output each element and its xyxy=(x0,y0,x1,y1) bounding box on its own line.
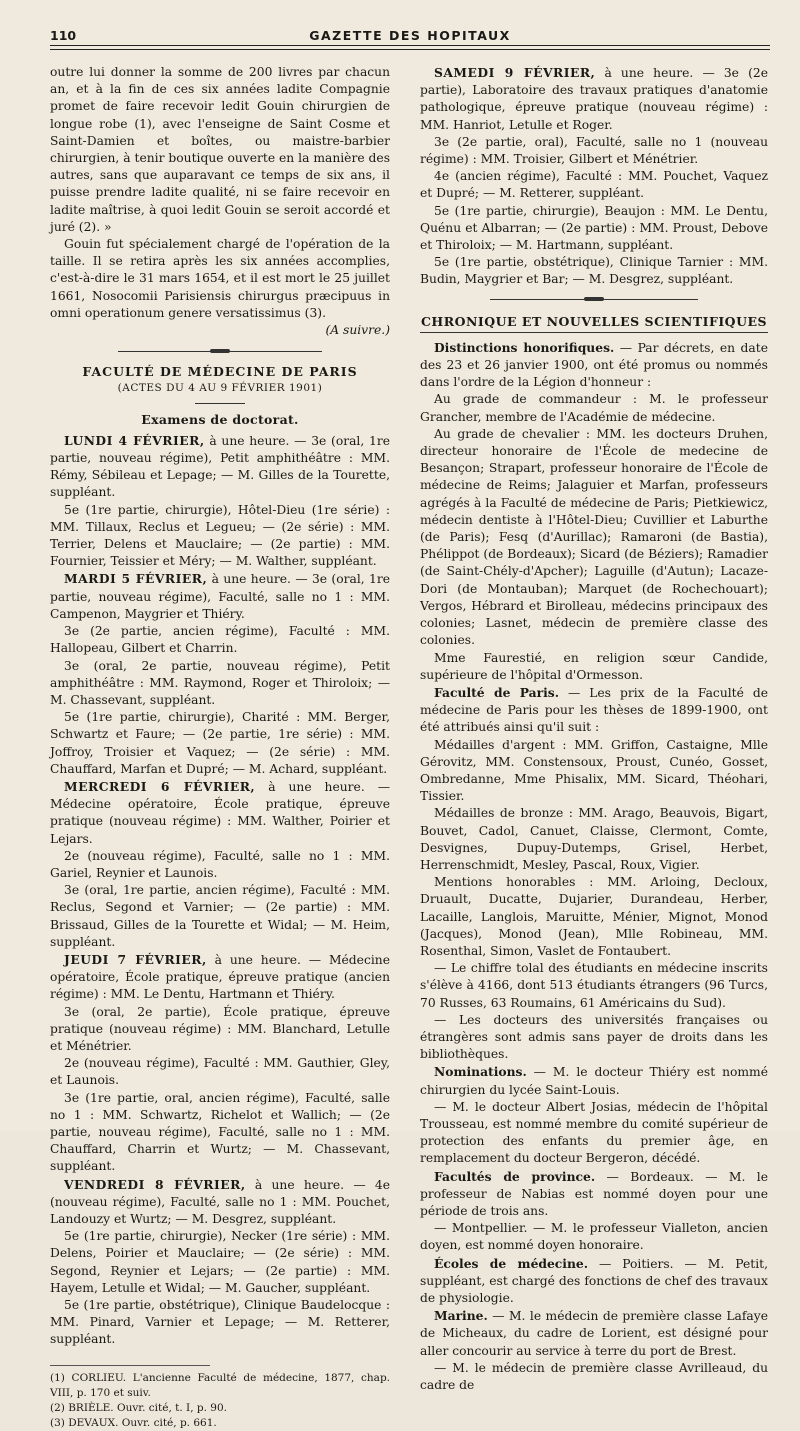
ecoles-1: Écoles de médecine. — Poitiers. — M. Petit, suppléant, est chargé des fonctions de chef des travaux de physiologie. xyxy=(420,1255,768,1306)
entry-samedi-2: 3e (2e partie, oral), Faculté, salle no 1 (nouveau régime) : MM. Troisier, Gilbert et Ménétrier. xyxy=(420,134,768,167)
exam-title: Examens de doctorat. xyxy=(141,411,299,427)
medailles-argent: Médailles d'argent : MM. Griffon, Castaigne, Mlle Gérovitz, MM. Constensoux, Proust, Cunéo, Gosset, Ombredanne, Mme Phisalix, MM. Sicard, Théohari, Tissier. xyxy=(420,737,768,804)
docteurs-bibliotheques: — Les docteurs des universités françaises ou étrangères sont admis sans payer de droits dans les bibliothèques. xyxy=(420,1012,768,1062)
medailles-bronze: Médailles de bronze : MM. Arago, Beauvois, Bigart, Bouvet, Cadol, Canuet, Claisse, Clermont, Comte, Desvignes, Dupuy-Dutemps, Grisel, Herbet, Herrenschmidt, Mesley, Pascal, Roux, Vigier. xyxy=(420,806,768,872)
intro-paragraph: outre lui donner la somme de 200 livres par chacun an, et à la fin de ces six années ladite Compagnie promet de faire recevoir ledit Gouin chirurgien de longue robe (1), avec l'enseigne de Saint Cosme et Saint-Damien et boîtes, ou maistre-barbier chirurgien, à tenir boutique ouverte en la manière des autres, sans que auparavant ce temps de six ans, il puisse prendre ladite qualité, ni se faire recevoir en ladite maîtrise, à quoi ledit Gouin se seroit accordé et juré (2). » xyxy=(50,65,390,234)
nominations-2: — M. le docteur Albert Josias, médecin de l'hôpital Trousseau, est nommé membre du comité supérieur de protection des enfants du premier âge, en remplacement du docteur Bergeron, décédé. xyxy=(420,1099,768,1166)
faculty-title: FACULTÉ DE MÉDECINE DE PARIS xyxy=(82,364,358,380)
entry-samedi-1: SAMEDI 9 FÉVRIER, à une heure. — 3e (2e partie), Laboratoire des travaux pratiques d'anatomie pathologique, épreuve pratique (nouveau régime) : MM. Hanriot, Letulle et Roger. xyxy=(420,65,768,132)
entry-jeudi-3: 2e (nouveau régime), Faculté : MM. Gauthier, Gley, et Launois. xyxy=(50,1056,390,1088)
section-separator xyxy=(420,293,768,307)
page-number: 110 xyxy=(50,28,77,43)
entry-mardi-2: 3e (2e partie, ancien régime), Faculté : MM. Hallopeau, Gilbert et Charrin. xyxy=(50,624,390,656)
etudiants-inscrits: — Le chiffre tolal des étudiants en médecine inscrits s'élève à 4166, dont 513 étudiants étrangers (96 Turcs, 70 Russes, 63 Roumains, 61 Américains du Sud). xyxy=(420,961,768,1010)
entry-jeudi-2: 3e (oral, 2e partie), École pratique, épreuve pratique (nouveau régime) : MM. Blanchard, Letulle et Ménétrier. xyxy=(50,1004,390,1053)
footnote-2: (2) BRIÈLE. Ouvr. cité, t. I, p. 90. xyxy=(50,1401,227,1414)
header-double-rule xyxy=(50,45,770,50)
distinctions-religieuse: Mme Faurestié, en religion sœur Candide, supérieure de l'hôpital d'Ormesson. xyxy=(420,650,768,682)
distinctions-commandeur: Au grade de commandeur : M. le professeur Grancher, membre de l'Académie de médecine. xyxy=(420,392,768,424)
entry-samedi-4: 5e (1re partie, chirurgie), Beaujon : MM. Le Dentu, Quénu et Albarran; — (2e partie) : MM. Proust, Debove et Thiroloix; — M. Hartmann, suppléant. xyxy=(420,203,768,253)
entry-jeudi-1: JEUDI 7 FÉVRIER, à une heure. — Médecine opératoire, École pratique, épreuve pratique (ancien régime) : MM. Le Dentu, Hartmann et Thiéry. xyxy=(50,951,390,1002)
footnotes xyxy=(50,1371,390,1431)
province-1: Facultés de province. — Bordeaux. — M. le professeur de Nabias est nommé doyen pour une période de trois ans. xyxy=(420,1168,768,1218)
right-column xyxy=(420,64,768,1394)
mentions-honorables: Mentions honorables : MM. Arloing, Decloux, Druault, Ducatte, Dujarier, Durandeau, Herber, Lacaille, Langlois, Maruitte, Ménier, Mignot, Monod (Jacques), Monod (Jean), Mlle Robineau, MM. Rosenthal, Simon, Vaslet de Fontaubert. xyxy=(420,875,768,958)
province-2: — Montpellier. — M. le professeur Vialleton, ancien doyen, est nommé doyen honoraire. xyxy=(420,1221,768,1253)
entry-samedi-5: 5e (1re partie, obstétrique), Clinique Tarnier : MM. Budin, Maygrier et Bar; — M. Desgrez, suppléant. xyxy=(420,255,768,287)
entry-lundi-2: 5e (1re partie, chirurgie), Hôtel-Dieu (1re série) : MM. Tillaux, Reclus et Legueu; — (2e série) : MM. Terrier, Delens et Mauclaire; — (2e partie) : MM. Fournier, Teissier et Méry; — M. Walther, suppléant. xyxy=(50,502,390,569)
chronique-title: CHRONIQUE ET NOUVELLES SCIENTIFIQUES xyxy=(420,313,768,333)
entry-mardi-1: MARDI 5 FÉVRIER, à une heure. — 3e (oral, 1re partie, nouveau régime), Faculté, salle no 1 : MM. Campenon, Maygrier et Thiéry. xyxy=(50,571,390,621)
marine-1: Marine. — M. le médecin de première classe Lafaye de Micheaux, du cadre de Lorient, est désigné pour aller concourir au service à terre du port de Brest. xyxy=(420,1308,768,1358)
faculty-subtitle: (ACTES DU 4 AU 9 FÉVRIER 1901) xyxy=(117,382,323,395)
distinctions-chevalier: Au grade de chevalier : MM. les docteurs Druhen, directeur honoraire de l'École de medecine de Besançon; Strapart, professeur honoraire de l'École de médecine de Reims; Jalaguier et Marfan, professeurs agrégés à la Faculté de médecine de Paris; Pietkiewicz, médecin dentiste à l'Hôtel-Dieu; Cuvillier et Laburthe (de Paris); Fesq (d'Aurillac); Ramaroni (de Bastia), Phélippot (de Bordeaux); Sicard (de Béziers); Ramadier (de Saint-Chély-d'Apcher); Laguille (d'Autun); Lacaze-Dori (de Montauban); Marquet (de Rochechouart); Vergos, Hébrard et Birolleau, médecins principaux des colonies; Lasnet, médecin de première classe des colonies. xyxy=(420,426,768,648)
entry-samedi-3: 4e (ancien régime), Faculté : MM. Pouchet, Vaquez et Dupré; — M. Retterer, suppléant. xyxy=(420,169,768,201)
entry-lundi-1: LUNDI 4 FÉVRIER, à une heure. — 3e (oral, 1re partie, nouveau régime), Petit amphithéâtre : MM. Rémy, Sébileau et Lepage; — M. Gilles de la Tourette, suppléant. xyxy=(50,432,390,500)
nominations-1: Nominations. — M. le docteur Thiéry est nommé chirurgien du lycée Saint-Louis. xyxy=(420,1064,768,1097)
marine-2: — M. le médecin de première classe Avrilleaud, du cadre de xyxy=(420,1360,768,1393)
entry-vendredi-3: 5e (1re partie, obstétrique), Clinique Baudelocque : MM. Pinard, Varnier et Lepage; — M. Retterer, suppléant. xyxy=(50,1298,390,1347)
entry-mardi-4: 5e (1re partie, chirurgie), Charité : MM. Berger, Schwartz et Faure; — (2e partie, 1re série) : MM. Joffroy, Troisier et Vaquez; — (2e série) : MM. Chauffard, Marfan et Dupré; — M. Achard, suppléant. xyxy=(50,710,390,776)
to-be-continued: (A suivre.) xyxy=(325,323,390,338)
entry-vendredi-1: VENDREDI 8 FÉVRIER, à une heure. — 4e (nouveau régime), Faculté, salle no 1 : MM. Pouchet, Landouzy et Wurtz; — M. Desgrez, suppléant. xyxy=(50,1176,390,1226)
faculte-paris-intro: Faculté de Paris. — Les prix de la Faculté de médecine de Paris pour les thèses de 1899-1900, ont été attribués ainsi qu'il suit : xyxy=(420,684,769,735)
section-separator xyxy=(50,345,390,359)
entry-mercredi-1: MERCREDI 6 FÉVRIER, à une heure. — Médecine opératoire, École pratique, épreuve pratique (nouveau régime) : MM. Walther, Poirier et Lejars. xyxy=(50,778,390,846)
distinctions-intro: Distinctions honorifiques. — Par décrets, en date des 23 et 26 janvier 1900, ont été promus ou nommés dans l'ordre de la Légion d'honneur : xyxy=(420,339,768,390)
entry-mercredi-2: 2e (nouveau régime), Faculté, salle no 1 : MM. Gariel, Reynier et Launois. xyxy=(50,848,390,880)
entry-mardi-3: 3e (oral, 2e partie, nouveau régime), Petit amphithéâtre : MM. Raymond, Roger et Thiroloix; — M. Chassevant, suppléant. xyxy=(50,658,390,707)
entry-jeudi-4: 3e (1re partie, oral, ancien régime), Faculté, salle no 1 : MM. Schwartz, Richelot et Wallich; — (2e partie, nouveau régime), Faculté, salle no 1 : MM. Chauffard, Charrin et Wurtz; — M. Chassevant, suppléant. xyxy=(50,1090,390,1174)
short-rule xyxy=(195,403,245,404)
entry-mercredi-3: 3e (oral, 1re partie, ancien régime), Faculté : MM. Reclus, Segond et Varnier; — (2e partie) : MM. Brissaud, Gilles de la Tourette et Widal; — M. Heim, suppléant. xyxy=(50,883,390,949)
footnote-3: (3) DEVAUX. Ouvr. cité, p. 661. xyxy=(50,1416,217,1429)
footnote-1: (1) CORLIEU. L'ancienne Faculté de médecine, 1877, chap. VIII, p. 170 et suiv. xyxy=(50,1371,390,1399)
journal-title: GAZETTE DES HOPITAUX xyxy=(309,28,511,43)
left-column xyxy=(50,64,390,1431)
gouin-paragraph: Gouin fut spécialement chargé de l'opération de la taille. Il se retira après les six années accomplies, c'est-à-dire le 31 mars 1654, et il est mort le 25 juillet 1661, Nosocomii Parisiensis chirurgus præcipuus in omni operationum genere versatissimus (3). xyxy=(50,237,390,320)
page-header xyxy=(50,22,770,46)
entry-vendredi-2: 5e (1re partie, chirurgie), Necker (1re série) : MM. Delens, Poirier et Mauclaire; — (2e série) : MM. Segond, Reynier et Lejars; — (2e partie) : MM. Hayem, Letulle et Widal; — M. Gaucher, suppléant. xyxy=(50,1229,390,1295)
